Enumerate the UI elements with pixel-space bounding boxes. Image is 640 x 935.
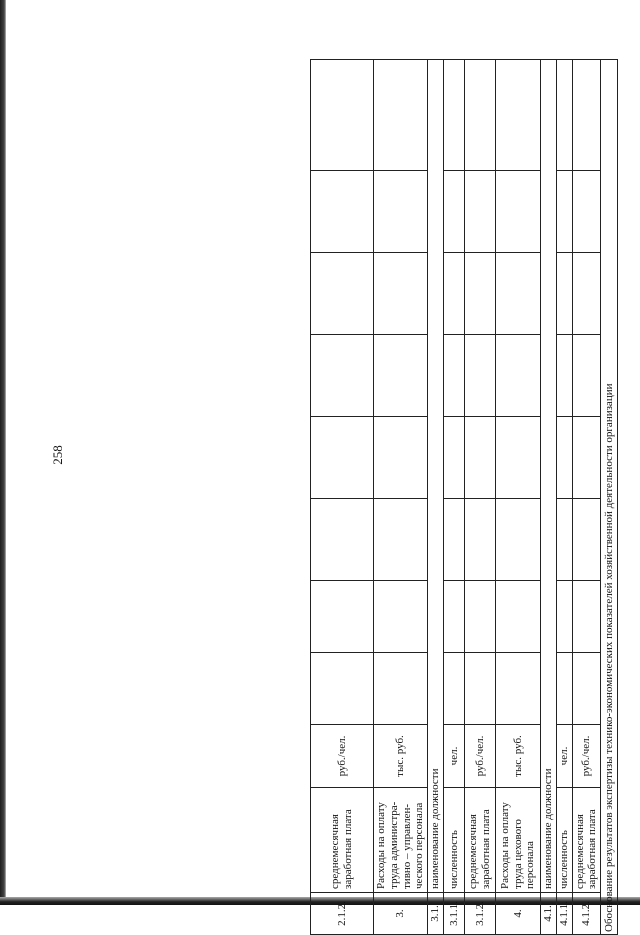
unit-cell: чел. (557, 725, 573, 788)
value-cell (496, 335, 541, 417)
table-row (557, 60, 573, 935)
row-number-cell: 3.1.2. (465, 893, 496, 935)
position-name-cell: наименование должности (541, 60, 557, 893)
value-cell (496, 653, 541, 725)
unit-cell: тыс. руб. (374, 725, 428, 788)
unit-cell: руб./чел. (311, 725, 374, 788)
value-cell (572, 60, 600, 171)
value-cell (572, 335, 600, 417)
value-cell (444, 253, 465, 335)
table-row (496, 60, 541, 935)
value-cell (465, 335, 496, 417)
value-cell (374, 60, 428, 171)
value-cell (374, 417, 428, 499)
indicators-table (310, 59, 618, 935)
indicator-name-cell: Расходы на оплату труда цехового персонала (496, 788, 541, 893)
value-cell (444, 335, 465, 417)
value-cell (374, 171, 428, 253)
value-cell (444, 499, 465, 581)
indicator-name-cell: Расходы на оплату труда администра-тивно – управлен-ческого персонала (374, 788, 428, 893)
value-cell (374, 499, 428, 581)
unit-cell: руб./чел. (572, 725, 600, 788)
table-footer-row (600, 60, 617, 935)
value-cell (444, 417, 465, 499)
indicator-name-cell: среднемесячная заработная плата (572, 788, 600, 893)
value-cell (444, 653, 465, 725)
row-number-cell: 4. (496, 893, 541, 935)
value-cell (311, 499, 374, 581)
value-cell (311, 417, 374, 499)
indicator-name-cell: среднемесячная заработная плата (311, 788, 374, 893)
table-body (311, 60, 618, 935)
value-cell (311, 253, 374, 335)
value-cell (496, 417, 541, 499)
value-cell (557, 171, 573, 253)
row-number-cell: 2.1.2. (311, 893, 374, 935)
value-cell (572, 499, 600, 581)
row-number-cell: 4.1.1. (557, 893, 573, 935)
footer-text-cell: Обоснование результатов экспертизы технико-экономических показателей хозяйственной деятельности организации (600, 60, 617, 935)
value-cell (374, 581, 428, 653)
value-cell (374, 653, 428, 725)
value-cell (496, 581, 541, 653)
value-cell (311, 60, 374, 171)
value-cell (557, 60, 573, 171)
table-row (444, 60, 465, 935)
value-cell (572, 653, 600, 725)
value-cell (557, 581, 573, 653)
row-number-cell: 3.1. (428, 893, 444, 935)
value-cell (557, 335, 573, 417)
scan-left-edge (0, 0, 6, 905)
value-cell (311, 171, 374, 253)
value-cell (465, 499, 496, 581)
value-cell (465, 171, 496, 253)
page-number: 258 (50, 445, 65, 465)
value-cell (572, 253, 600, 335)
value-cell (496, 171, 541, 253)
indicator-name-cell: численность (444, 788, 465, 893)
value-cell (374, 335, 428, 417)
row-number-cell: 3. (374, 893, 428, 935)
value-cell (496, 60, 541, 171)
value-cell (465, 581, 496, 653)
unit-cell: тыс. руб. (496, 725, 541, 788)
unit-cell: руб./чел. (465, 725, 496, 788)
value-cell (557, 499, 573, 581)
unit-cell: чел. (444, 725, 465, 788)
value-cell (465, 653, 496, 725)
row-number-cell: 4.1.2. (572, 893, 600, 935)
table-row (541, 60, 557, 935)
value-cell (465, 60, 496, 171)
value-cell (572, 171, 600, 253)
row-number-cell: 4.1. (541, 893, 557, 935)
value-cell (496, 253, 541, 335)
value-cell (557, 417, 573, 499)
value-cell (572, 581, 600, 653)
value-cell (572, 417, 600, 499)
indicator-name-cell: численность (557, 788, 573, 893)
value-cell (374, 253, 428, 335)
value-cell (465, 417, 496, 499)
value-cell (444, 171, 465, 253)
rotated-table-wrapper (310, 140, 615, 935)
table-row (465, 60, 496, 935)
table-row (572, 60, 600, 935)
value-cell (444, 60, 465, 171)
row-number-cell: 3.1.1. (444, 893, 465, 935)
indicator-name-cell: среднемесячная заработная плата (465, 788, 496, 893)
table-row (428, 60, 444, 935)
position-name-cell: наименование должности (428, 60, 444, 893)
table-row (311, 60, 374, 935)
value-cell (557, 653, 573, 725)
value-cell (557, 253, 573, 335)
value-cell (311, 653, 374, 725)
value-cell (496, 499, 541, 581)
value-cell (311, 581, 374, 653)
value-cell (465, 253, 496, 335)
value-cell (311, 335, 374, 417)
table-row (374, 60, 428, 935)
value-cell (444, 581, 465, 653)
